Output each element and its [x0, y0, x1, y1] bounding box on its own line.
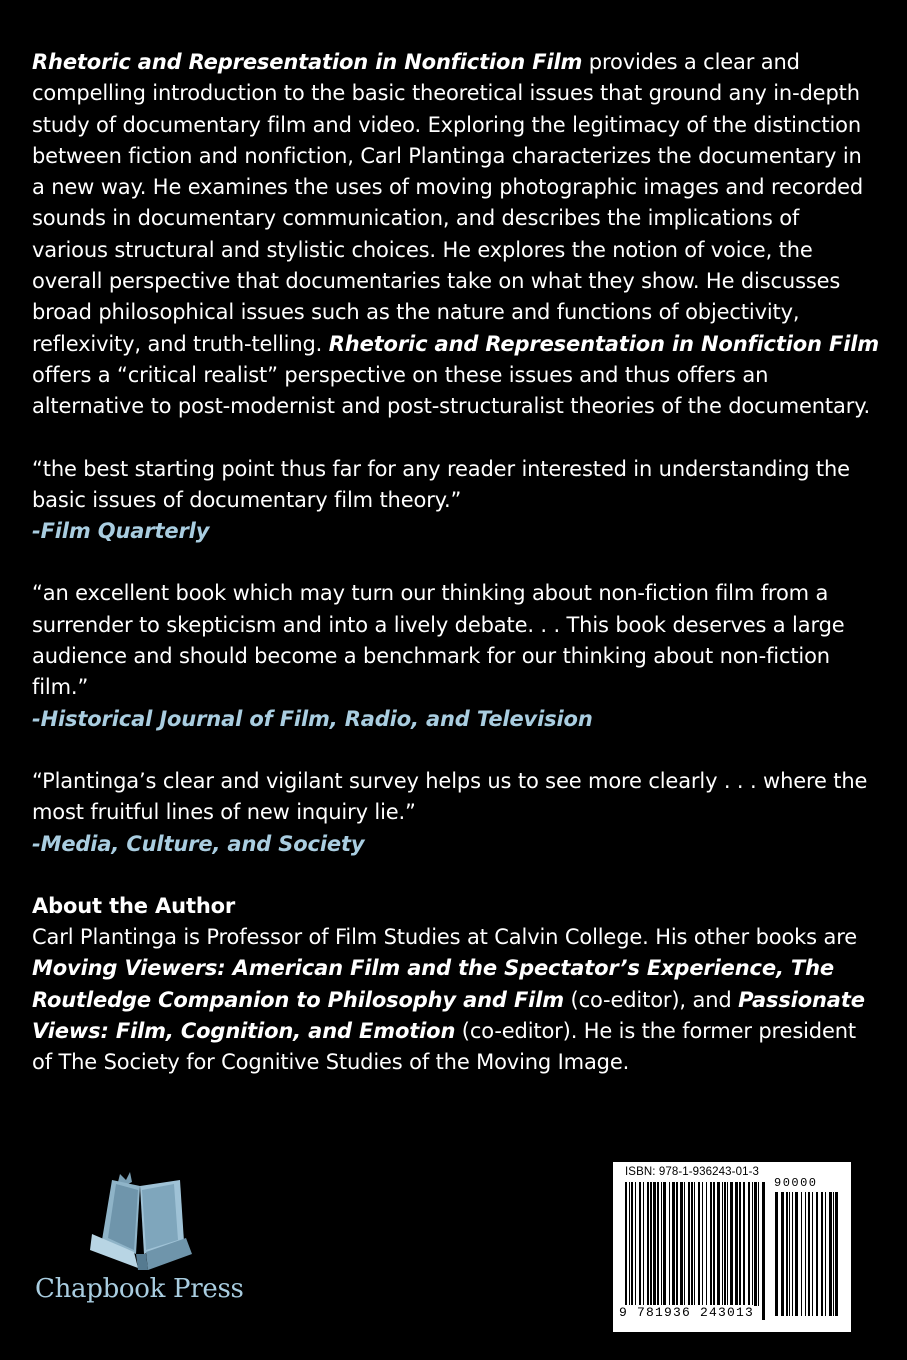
barcode-bar: [647, 1182, 649, 1306]
barcode-bar: [722, 1182, 723, 1306]
barcode-bar: [702, 1182, 703, 1306]
author-bio-text: Carl Plantinga is Professor of Film Studies at Calvin College. His other books are: [32, 925, 857, 950]
barcode-bar: [781, 1192, 784, 1316]
barcode-bar: [762, 1182, 765, 1320]
barcode-bar: [684, 1182, 685, 1306]
publisher-logo: [34, 1168, 264, 1318]
barcode-bar: [812, 1192, 813, 1316]
author-heading: About the Author: [32, 893, 236, 918]
barcode-bar: [669, 1182, 670, 1306]
barcode-bar: [748, 1182, 750, 1306]
book-title: Passionate Views: Film, Cognition, and Emotion: [32, 987, 865, 1044]
review-source: -Historical Journal of Film, Radio, and Television: [32, 706, 593, 731]
barcode-bar: [724, 1182, 726, 1306]
open-book-icon: [88, 1172, 198, 1272]
review-quote: “Plantinga’s clear and vigilant survey helps us to see more clearly . . . where the most fruitful lines of new inquiry lie.”: [32, 768, 868, 825]
barcode-bar: [730, 1182, 733, 1306]
barcode-bar: [739, 1182, 741, 1306]
barcode-bar: [829, 1192, 832, 1316]
barcode-bar: [710, 1182, 712, 1306]
barcode-addon-digits: 90000: [774, 1176, 818, 1190]
barcode-bar: [635, 1182, 636, 1306]
barcode-bar: [643, 1182, 644, 1306]
barcode-bar: [657, 1182, 659, 1306]
barcode-bar: [639, 1182, 641, 1306]
barcode-bar: [672, 1182, 675, 1306]
barcode-bar: [752, 1182, 753, 1306]
barcode-bar: [698, 1182, 700, 1306]
author-bio-text: (co-editor). He is the former president of The Society for Cognitive Studies of the Moving Image.: [32, 1019, 856, 1075]
review-quote: “the best starting point thus far for any reader interested in understanding the basic issues of documentary film theory.”: [32, 456, 850, 512]
barcode-bar: [775, 1192, 778, 1316]
isbn-label: ISBN: 978-1-936243-01-3: [625, 1166, 759, 1178]
barcode-bar: [816, 1192, 818, 1316]
barcode-bar: [805, 1192, 806, 1316]
review-source: -Film Quarterly: [32, 519, 210, 544]
book-title: Rhetoric and Representation in Nonfiction Film: [32, 50, 583, 74]
barcode-bar: [653, 1182, 656, 1306]
barcode-bar: [713, 1182, 715, 1306]
barcode-bar: [808, 1192, 810, 1316]
barcode-bar: [825, 1192, 826, 1316]
back-cover-text: [32, 47, 880, 1079]
barcode-bar: [821, 1192, 823, 1316]
author-bio-text: (co-editor), and: [564, 987, 739, 1012]
barcode-bar: [835, 1192, 838, 1316]
barcode-bar: [795, 1192, 798, 1316]
review-source: -Media, Culture, and Society: [32, 831, 365, 856]
barcode-bar: [688, 1182, 690, 1306]
barcode-bar: [792, 1192, 793, 1316]
barcode-bar: [691, 1182, 693, 1306]
barcode-bar: [717, 1182, 720, 1306]
barcode-bar: [743, 1182, 745, 1306]
barcode-bar: [629, 1182, 630, 1306]
barcode-bar: [625, 1182, 627, 1320]
barcode-bar: [735, 1182, 738, 1306]
barcode-bar: [786, 1192, 788, 1316]
barcode-bar: [789, 1192, 790, 1316]
description-text: offers a “critical realist” perspective on these issues and thus offers an alternative to post-modernist and post-structuralist theories of the documentary.: [32, 362, 871, 419]
barcode-bar: [663, 1182, 666, 1306]
barcode-bar: [661, 1182, 662, 1306]
barcode-bar: [727, 1182, 728, 1306]
barcode-bar: [833, 1192, 834, 1316]
barcode-bar: [694, 1182, 695, 1320]
barcode-bar: [801, 1192, 802, 1316]
book-description: [32, 47, 880, 423]
author-bio: [32, 922, 880, 1078]
publisher-name: Chapbook Press: [35, 1274, 244, 1304]
description-text: provides a clear and compelling introduction to the basic theoretical issues that ground any in-depth study of documentary film and video. Exploring the legitimacy of the distinction between fiction and nonfiction, Carl Plantinga characterizes the documentary in a new way. He examines the uses of moving photographic images and recorded sounds in documentary communication, and describes the implications of various structural and stylistic choices. He explores the notion of voice, the overall perspective that documentaries take on what they show. He discusses broad philosophical issues such as the nature and functions of objectivity, reflexivity, and truth-telling.: [32, 50, 864, 356]
book-title: Rhetoric and Representation in Nonfiction Film: [328, 331, 880, 356]
barcode-bar: [631, 1182, 633, 1306]
barcode-bar: [754, 1182, 757, 1306]
review-quote: “an excellent book which may turn our thinking about non-fiction film from a surrender to skepticism and into a lively debate. . . This book deserves a large audience and should become a benchmark for our thinking about non-fiction film.”: [32, 581, 845, 700]
barcode-bar: [680, 1182, 683, 1306]
barcode-bar: [706, 1182, 707, 1306]
isbn-barcode: [613, 1162, 851, 1332]
book-title: Moving Viewers: American Film and the Spectator’s Experience, The Routledge Companion to Philosophy and Film: [32, 956, 835, 1012]
barcode-bar: [758, 1182, 759, 1306]
barcode-bar: [650, 1182, 652, 1306]
barcode-digits: 9 781936 243013: [619, 1305, 755, 1320]
barcode-bar: [676, 1182, 678, 1306]
